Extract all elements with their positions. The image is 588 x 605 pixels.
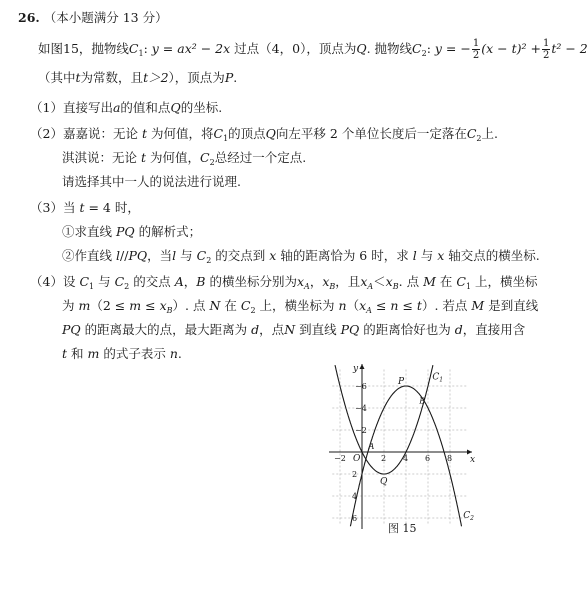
y-tick-label: 4 <box>352 492 358 501</box>
q4-l1-M: M <box>423 274 436 289</box>
q4-l1-xA-sub: A <box>304 282 310 291</box>
q3-l3-and: 与 <box>420 248 434 263</box>
q4-l1-B: B <box>196 274 206 289</box>
y-tick-label: −2 <box>355 426 367 435</box>
q1-text-a: （1）直接写出 <box>30 100 113 115</box>
line2-text-a: （其中 <box>38 70 76 85</box>
q4-l1-xB2-sub: B <box>392 282 399 291</box>
q4-l1-A: A <box>174 274 184 289</box>
y-axis-label: y <box>353 364 359 374</box>
c2-sub: 2 <box>421 49 427 58</box>
q4-l1-f: 在 <box>439 274 453 289</box>
q4-l1-lt: ＜ <box>373 274 386 289</box>
question-4-line-4 <box>62 344 182 362</box>
q4-l3-pq2: PQ <box>340 322 360 337</box>
q4-l1-xB-sub: B <box>329 282 336 291</box>
line2-text-b: 为常数，且 <box>80 70 144 85</box>
q4-l2-N: N <box>209 298 221 313</box>
vertex-q: Q <box>356 41 367 56</box>
labels <box>334 364 475 523</box>
q4-l1-g: 上，横坐标 <box>475 274 538 289</box>
line2-t: t <box>75 70 81 85</box>
point-p-label: P <box>398 377 405 387</box>
c2-eq-mid: (x − t)² + <box>481 41 541 56</box>
x-axis-arrow <box>467 450 472 455</box>
question-2-line-1 <box>30 124 498 143</box>
c2-label: $C_2$ <box>463 511 474 522</box>
q4-l1-xB2: x <box>385 274 393 289</box>
q4-l1-b: 的交点 <box>133 274 171 289</box>
origin-label: O <box>353 454 361 464</box>
question-3-line-2 <box>62 222 201 240</box>
q4-l1-xA2-sub: A <box>367 282 374 291</box>
q4-l2-xB: x <box>159 298 167 313</box>
y-tick-label: −6 <box>355 382 367 391</box>
q4-l1-c2: C <box>114 274 125 289</box>
q2-l2-c2: C <box>200 150 210 165</box>
q3-l3-c: ，当 <box>147 248 173 263</box>
q4-l1-d: ，且 <box>335 274 361 289</box>
q3-l2-a: ①求直线 <box>62 224 113 239</box>
q1-text-c: 的坐标. <box>180 100 223 115</box>
q4-l3-c: 到直线 <box>299 322 337 337</box>
intro-text-a: 如图15，抛物线 <box>38 41 129 56</box>
q3-l2-pq: PQ <box>116 224 135 239</box>
problem-number: 26. <box>18 10 40 25</box>
q3-l3-e: 的交点到 <box>215 248 266 263</box>
point-q-label: Q <box>380 477 388 487</box>
q4-l4-c: . <box>177 346 182 361</box>
q3-l3-g: 轴交点的横坐标. <box>448 248 540 263</box>
x-tick-label: −2 <box>334 454 346 463</box>
question-4-line-3 <box>62 320 525 338</box>
c1-label: $C_1$ <box>432 372 444 384</box>
q4-l1-xA: x <box>296 274 305 289</box>
figure-caption: 图 15 <box>388 522 417 535</box>
q2-l1-c2-sub: 2 <box>476 134 482 143</box>
c2-symbol: C <box>412 41 422 56</box>
q4-l2-t: t <box>416 298 422 313</box>
intro-text-b: 过点（4，0），顶点为 <box>234 41 357 56</box>
q2-l1-t: t <box>141 126 147 141</box>
q4-l2-c: ≤ <box>145 298 156 313</box>
q4-l4-n: n <box>169 346 178 361</box>
x-tick-label: 4 <box>403 454 409 463</box>
q4-l2-b: （2 ≤ <box>90 298 126 313</box>
q2-l2-b: 为何值， <box>150 150 201 165</box>
q2-l2-t: t <box>141 150 147 165</box>
y-tick-label: 6 <box>352 514 358 523</box>
q4-l2-d: ）. 点 <box>172 298 206 313</box>
q2-l2-c2-sub: 2 <box>209 158 215 167</box>
q2-l1-e: 上. <box>481 126 498 141</box>
q4-l1-c: 的横坐标分别为 <box>209 274 297 289</box>
question-3-line-1 <box>30 198 140 216</box>
q2-l2-c: 总经过一个定点. <box>214 150 307 165</box>
q1-point: Q <box>170 100 181 115</box>
half-fraction-2: $\frac{1}{2}$ <box>542 38 550 61</box>
intro-line-2 <box>38 68 237 86</box>
q3-l3-l2: l <box>172 248 177 263</box>
q4-l2-c2: C <box>240 298 251 313</box>
question-2-line-3: 请选择其中一人的说法进行说理. <box>62 174 241 189</box>
y-axis-arrow <box>360 364 365 369</box>
c1-sub: 1 <box>138 49 144 58</box>
line2-end: . <box>233 70 238 85</box>
q2-l1-a: （2）嘉嘉说：无论 <box>30 126 138 141</box>
q4-l2-xA-sub: A <box>366 306 372 315</box>
q3-l3-c2: C <box>196 248 207 263</box>
q4-l1-xA2: x <box>360 274 368 289</box>
q2-l1-c1: C <box>213 126 224 141</box>
q4-l3-d: 的距离恰好也为 <box>363 322 451 337</box>
q3-l3-x: x <box>269 248 277 263</box>
q4-l3-d2: d <box>454 322 463 337</box>
c1-symbol: C <box>128 41 139 56</box>
q4-l2-e: 在 <box>224 298 237 313</box>
question-3-line-3 <box>62 246 540 265</box>
q4-l2-m2: m <box>129 298 142 313</box>
q3-l3-c2-sub: 2 <box>206 256 212 265</box>
q4-l1-comma1: ， <box>183 274 197 289</box>
q4-l1-xB: x <box>322 274 330 289</box>
vertex-p: P <box>224 70 234 85</box>
q4-l1-c2-sub: 2 <box>124 282 130 291</box>
intro-line-1: 如图15，抛物线$C_1$: y = ax² − 2x 过点（4，0），顶点为Q. 抛物线$C_2$: y = − $\frac{1}{2}$ (x − t)² + $\frac{1}{2}$ t² − 2 <box>38 38 588 61</box>
q4-l2-h: ≤ <box>375 298 387 313</box>
q4-l1-c1b: C <box>456 274 466 289</box>
q4-l1-c1: C <box>79 274 90 289</box>
q4-l4-m: m <box>87 346 100 361</box>
q4-l2-f: 上，横坐标为 <box>259 298 335 313</box>
q4-l3-d1: d <box>251 322 260 337</box>
q4-l2-g: （ <box>346 298 360 313</box>
question-2-line-2 <box>62 148 306 167</box>
problem-header <box>18 8 168 26</box>
point-b-label: B <box>419 396 426 406</box>
q2-l2-a: 淇淇说：无论 <box>62 150 138 165</box>
q2-l1-d: 向左平移 2 个单位长度后一定落在 <box>275 126 467 141</box>
c1-label-sub: 1 <box>439 376 444 384</box>
q1-text-b: 的值和点 <box>120 100 171 115</box>
x-tick-label: 2 <box>381 454 387 463</box>
c1-equation: y = ax² − 2x <box>151 41 231 56</box>
axes <box>329 364 472 529</box>
q2-l1-b: 为何值，将 <box>150 126 214 141</box>
q4-l2-k: 是到直线 <box>488 298 539 313</box>
q3-l3-pq: PQ <box>128 248 148 263</box>
c2-eq-lead: y = − <box>434 41 471 56</box>
question-4-line-1 <box>30 272 538 291</box>
figure-graph <box>320 360 490 530</box>
q1-var: a <box>112 100 121 115</box>
q4-l1-and: 与 <box>98 274 111 289</box>
q4-l2-j: ）. 若点 <box>421 298 468 313</box>
c2-label-sub: 2 <box>470 515 474 522</box>
q4-l3-N: N <box>284 322 296 337</box>
q4-l2-xA: x <box>359 298 367 313</box>
line2-text-c: ），顶点为 <box>168 70 225 85</box>
q4-l1-a: （4）设 <box>30 274 76 289</box>
question-1 <box>30 98 222 116</box>
x-axis-label: x <box>470 455 476 465</box>
q3-l1-t: t <box>79 200 85 215</box>
q4-l2-xB-sub: B <box>166 306 173 315</box>
q4-l2-M: M <box>471 298 485 313</box>
q4-l4-a: 和 <box>71 346 84 361</box>
q4-l1-c1b-sub: 1 <box>465 282 472 291</box>
q3-l3-b: // <box>120 248 129 263</box>
q4-l3-pq: PQ <box>62 322 81 337</box>
q3-l2-b: 的解析式； <box>138 224 202 239</box>
q3-l3-l3: l <box>412 248 417 263</box>
y-tick-label: 2 <box>352 470 358 479</box>
curves <box>335 365 462 526</box>
q4-l4-t: t <box>62 346 68 361</box>
q2-l1-q: Q <box>265 126 276 141</box>
q4-l2-i: ≤ <box>402 298 413 313</box>
q3-l3-x2: x <box>437 248 445 263</box>
q4-l1-e: . 点 <box>398 274 420 289</box>
q2-l1-c1-sub: 1 <box>223 134 229 143</box>
q3-l1-a: （3）当 <box>30 200 76 215</box>
q3-l3-d: 与 <box>180 248 193 263</box>
q4-l2-c2-sub: 2 <box>250 306 256 315</box>
q3-l3-l: l <box>116 248 120 263</box>
q3-l3-f: 轴的距离恰为 6 时，求 <box>280 248 409 263</box>
q3-l3-a: ②作直线 <box>62 248 113 263</box>
x-tick-label: 6 <box>425 454 431 463</box>
question-4-line-2 <box>62 296 538 315</box>
intro-text-c: . 抛物线 <box>366 41 413 56</box>
score-note: （本小题满分 13 分） <box>43 10 168 25</box>
x-tick-label: 8 <box>447 454 453 463</box>
q2-l1-c: 的顶点 <box>228 126 266 141</box>
q4-l1-comma2: ， <box>309 274 323 289</box>
q4-l4-b: 的式子表示 <box>103 346 166 361</box>
half-fraction-1: $\frac{1}{2}$ <box>472 38 480 61</box>
q4-l2-a: 为 <box>62 298 75 313</box>
point-a-label: A <box>368 442 375 451</box>
q4-l2-m: m <box>78 298 91 313</box>
q4-l3-e: ，直接用含 <box>462 322 526 337</box>
q3-l1-b: = 4 时， <box>88 200 140 215</box>
c2-eq-tail: t² − 2 <box>551 41 588 56</box>
q2-l1-c2: C <box>466 126 477 141</box>
q4-l2-n: n <box>338 298 347 313</box>
q4-l3-a: 的距离最大的点，最大距离为 <box>84 322 248 337</box>
y-tick-label: −4 <box>355 404 367 413</box>
q4-l2-n2: n <box>390 298 399 313</box>
line2-cond: t＞2 <box>143 70 169 85</box>
q4-l3-b: ，点 <box>259 322 285 337</box>
q4-l1-c1-sub: 1 <box>89 282 95 291</box>
